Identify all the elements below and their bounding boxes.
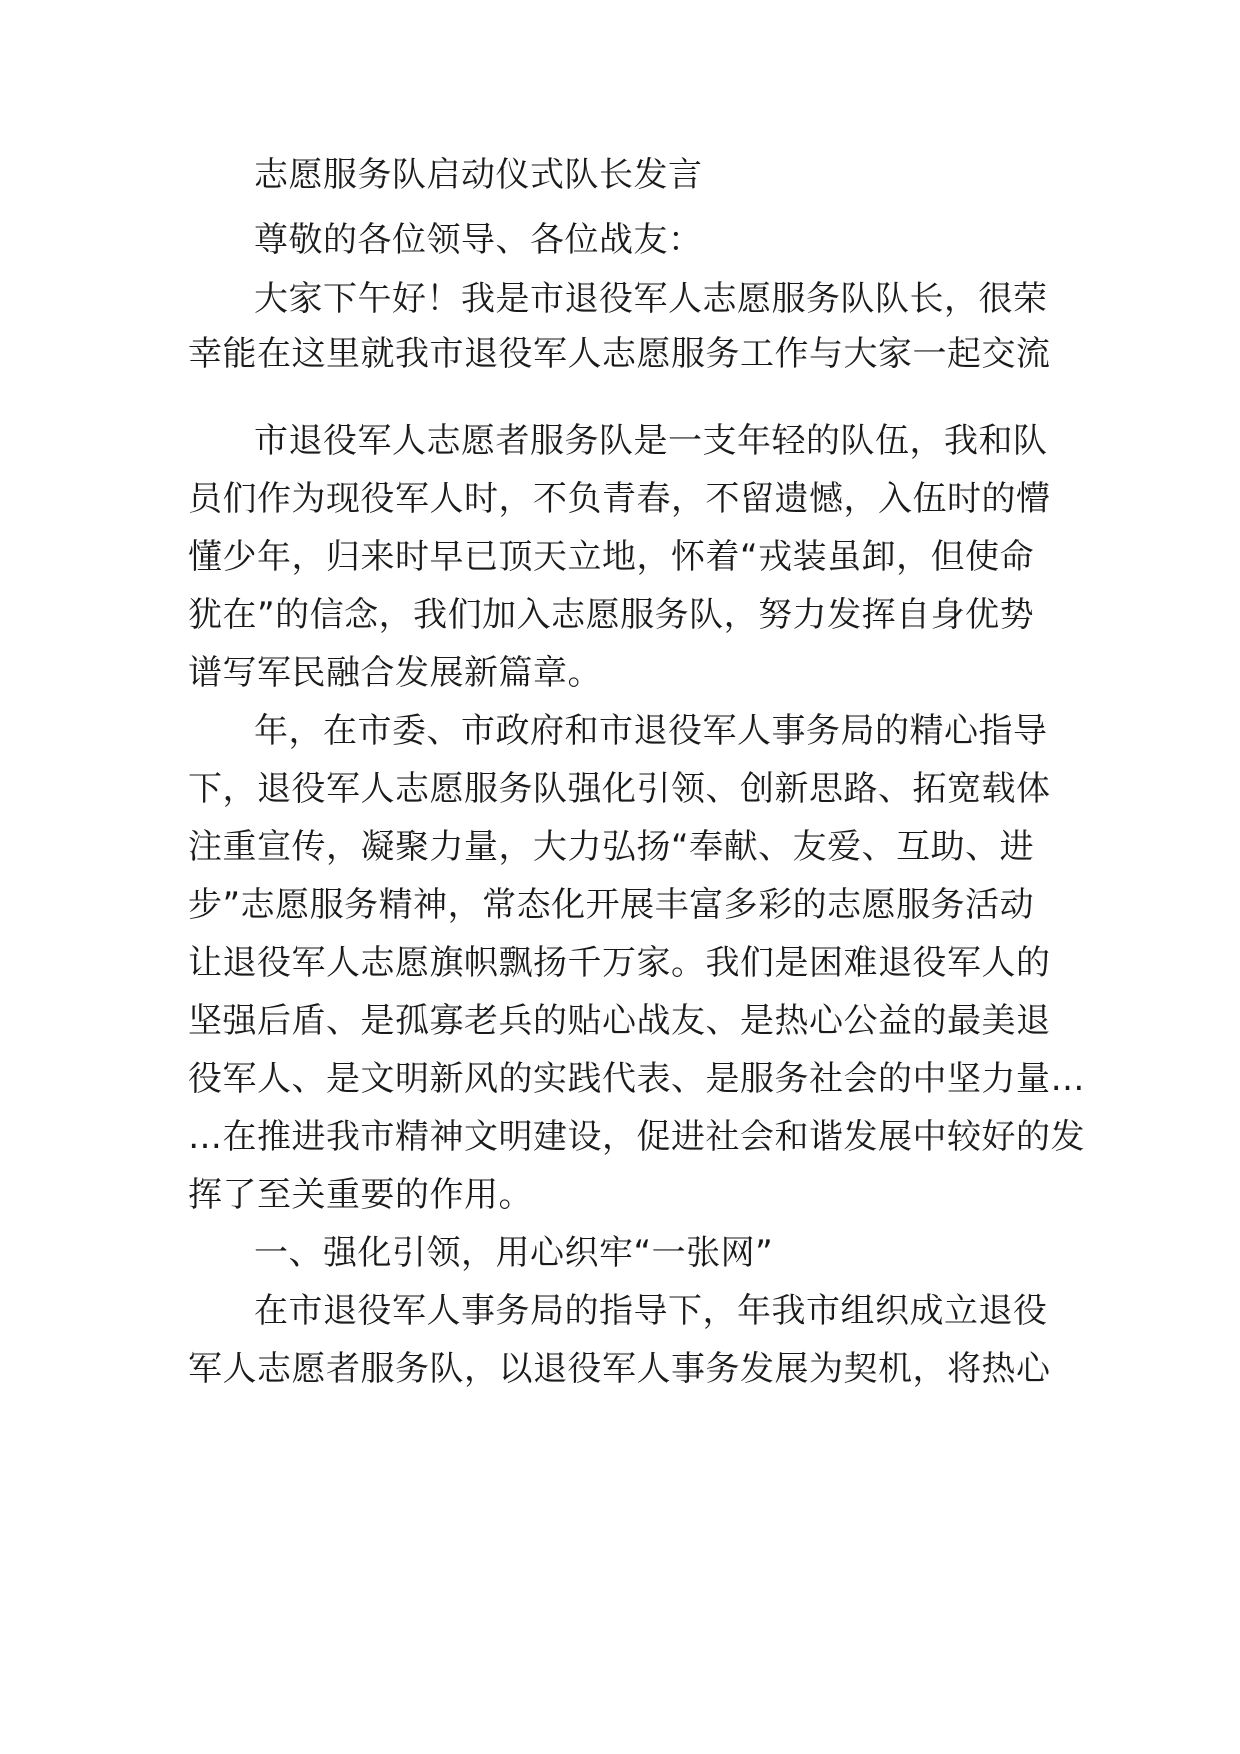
- paragraph-line: 让退役军人志愿旗帜飘扬千万家。我们是困难退役军人的: [188, 943, 1051, 983]
- paragraph-line: 大家下午好！我是市退役军人志愿服务队队长，很荣: [254, 279, 1048, 319]
- paragraph-line: 挥了至关重要的作用。: [188, 1175, 533, 1215]
- paragraph-line: 役军人、是文明新风的实践代表、是服务社会的中坚力量…: [188, 1059, 1085, 1099]
- paragraph-line: 懂少年，归来时早已顶天立地，怀着“戎装虽卸，但使命: [188, 537, 1035, 577]
- paragraph-line: 注重宣传，凝聚力量，大力弘扬“奉献、友爱、互助、进: [188, 827, 1035, 867]
- paragraph-line: 年，在市委、市政府和市退役军人事务局的精心指导: [254, 711, 1048, 751]
- paragraph-line: …在推进我市精神文明建设，促进社会和谐发展中较好的发: [188, 1117, 1085, 1157]
- paragraph-line: 犹在”的信念，我们加入志愿服务队，努力发挥自身优势: [188, 595, 1035, 635]
- document-title: 志愿服务队启动仪式队长发言: [254, 155, 703, 195]
- salutation: 尊敬的各位领导、各位战友：: [254, 220, 703, 260]
- paragraph-line: 步”志愿服务精神，常态化开展丰富多彩的志愿服务活动: [188, 885, 1035, 925]
- paragraph-line: 坚强后盾、是孤寡老兵的贴心战友、是热心公益的最美退: [188, 1001, 1051, 1041]
- section-heading: 一、强化引领，用心织牢“一张网”: [254, 1233, 774, 1273]
- paragraph-line: 谱写军民融合发展新篇章。: [188, 653, 602, 693]
- paragraph-line: 市退役军人志愿者服务队是一支年轻的队伍，我和队: [254, 421, 1048, 461]
- paragraph-line: 军人志愿者服务队，以退役军人事务发展为契机，将热心: [188, 1349, 1051, 1389]
- paragraph-line: 在市退役军人事务局的指导下，年我市组织成立退役: [254, 1291, 1048, 1331]
- paragraph-line: 下，退役军人志愿服务队强化引领、创新思路、拓宽载体: [188, 769, 1051, 809]
- paragraph-line: 幸能在这里就我市退役军人志愿服务工作与大家一起交流: [188, 334, 1051, 374]
- paragraph-line: 员们作为现役军人时，不负青春，不留遗憾，入伍时的懵: [188, 479, 1051, 519]
